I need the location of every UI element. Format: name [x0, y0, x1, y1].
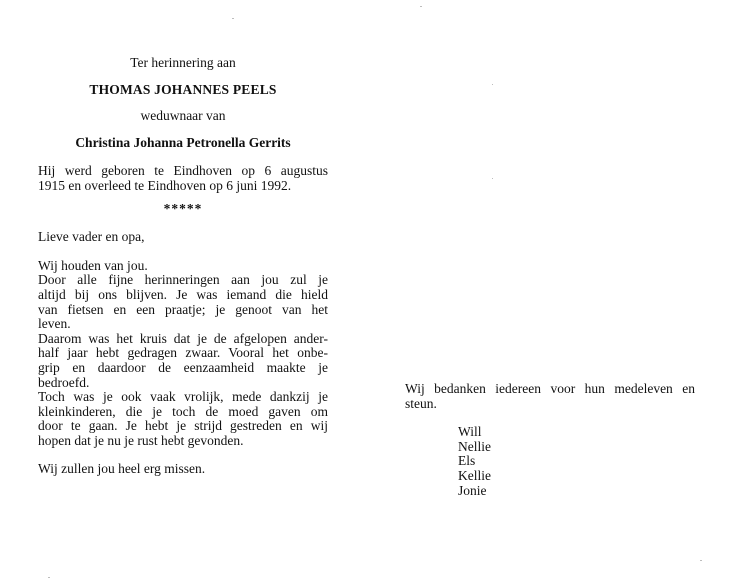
family-member: Kellie: [458, 467, 491, 483]
closing-text: Wij zullen jou heel erg missen.: [38, 461, 206, 477]
message-line: hopen dat je nu je rust hebt gevonden.: [38, 432, 244, 448]
message-line: door te gaan. Je hebt je strijd gestreden en wij: [38, 418, 328, 434]
family-member: Will: [458, 424, 482, 440]
deceased-name: THOMAS JOHANNES PEELS: [89, 81, 277, 97]
right-panel: [405, 382, 695, 498]
scan-speck: [232, 18, 234, 19]
scan-speck: [420, 6, 422, 7]
left-panel: [38, 56, 328, 477]
life-dates-line: Hij werd geboren te Eindhoven op 6 augustus: [38, 163, 328, 179]
message-line: half jaar hebt gedragen zwaar. Vooral het onbe-: [38, 345, 328, 361]
message-line: Daarom was het kruis dat je de afgelopen ander-: [38, 330, 328, 346]
scan-speck: [48, 577, 50, 578]
message-line: leven.: [38, 316, 71, 332]
salutation: Lieve vader en opa,: [38, 229, 145, 245]
spouse-name: Christina Johanna Petronella Gerrits: [75, 134, 291, 150]
life-dates: [38, 164, 328, 193]
intro-text: Ter herinnering aan: [130, 55, 236, 70]
message-line: Toch was je ook vaak vrolijk, mede dankzij je: [38, 389, 328, 405]
separator: *****: [163, 200, 203, 216]
message-line: kleinkinderen, die je toch de moed gaven om: [38, 403, 328, 419]
message: [38, 259, 328, 449]
message-line: van fietsen en een praatje; je genoot van het: [38, 301, 328, 317]
scan-speck: [492, 84, 493, 85]
message-line: Door alle fijne herinneringen aan jou zul je: [38, 272, 328, 288]
relation-text: weduwnaar van: [140, 108, 226, 124]
thanks-text: [405, 382, 695, 411]
family-member: Els: [458, 453, 476, 469]
scan-speck: [492, 178, 493, 179]
thanks-line: steun.: [405, 395, 437, 411]
family-list: [458, 425, 695, 498]
message-line: altijd bij ons blijven. Je was iemand die hield: [38, 286, 328, 302]
message-line: Wij houden van jou.: [38, 257, 148, 273]
scan-speck: [700, 560, 702, 561]
message-line: grip en daardoor de eenzaamheid maakte je: [38, 359, 328, 375]
family-member: Jonie: [458, 482, 487, 498]
message-line: bedroefd.: [38, 374, 90, 390]
thanks-line: Wij bedanken iedereen voor hun medeleven en: [405, 381, 695, 396]
family-member: Nellie: [458, 438, 491, 454]
life-dates-line: 1915 en overleed te Eindhoven op 6 juni 1992.: [38, 177, 292, 193]
